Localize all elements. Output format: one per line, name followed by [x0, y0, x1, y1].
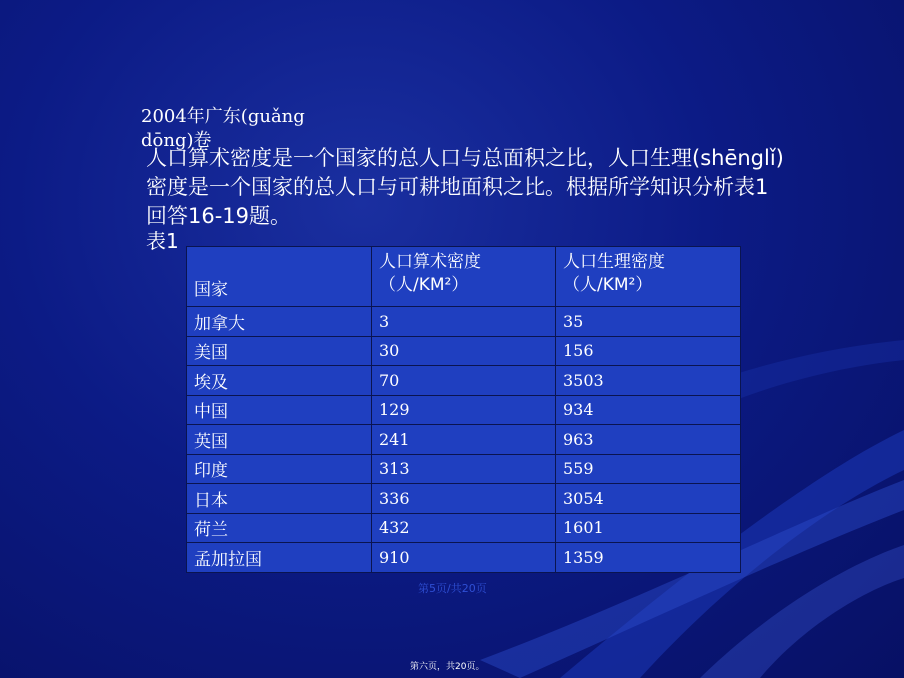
- country-cell: 荷兰: [187, 513, 372, 543]
- page-number: 第5页/共20页: [418, 582, 487, 595]
- country-cell: 英国: [187, 425, 372, 455]
- exam-source: 2004年广东(guǎng dōng)卷: [141, 106, 305, 151]
- table-header-cell: 国家: [187, 247, 372, 307]
- table-row: [187, 425, 741, 455]
- country-cell: 加拿大: [187, 307, 372, 337]
- physiological-density-cell: 934: [556, 395, 741, 425]
- intro-paragraph: 人口算术密度是一个国家的总人口与总面积之比，人口生理(shēnglǐ)密度是一个国家的总人口与可耕地面积之比。根据所学知识分析表1回答16-19题。: [146, 146, 784, 228]
- table-row: [187, 484, 741, 514]
- arithmetic-density-cell: 129: [372, 395, 556, 425]
- country-cell: 印度: [187, 454, 372, 484]
- physiological-density-cell: 156: [556, 336, 741, 366]
- country-cell: 日本: [187, 484, 372, 514]
- table-row: [187, 543, 741, 573]
- table-header-cell: 人口算术密度（人/KM²）: [372, 247, 556, 307]
- physiological-density-cell: 1601: [556, 513, 741, 543]
- physiological-density-cell: 3054: [556, 484, 741, 514]
- table-label: 表1: [146, 229, 179, 253]
- density-table: [186, 246, 741, 573]
- physiological-density-cell: 3503: [556, 366, 741, 396]
- arithmetic-density-cell: 3: [372, 307, 556, 337]
- table-row: [187, 307, 741, 337]
- footer: 第六页，共20页。: [410, 662, 485, 672]
- arithmetic-density-cell: 313: [372, 454, 556, 484]
- country-cell: 埃及: [187, 366, 372, 396]
- arithmetic-density-cell: 432: [372, 513, 556, 543]
- arithmetic-density-cell: 910: [372, 543, 556, 573]
- table-row: [187, 454, 741, 484]
- physiological-density-cell: 559: [556, 454, 741, 484]
- arithmetic-density-cell: 70: [372, 366, 556, 396]
- table-header-cell: 人口生理密度（人/KM²）: [556, 247, 741, 307]
- table-row: [187, 513, 741, 543]
- physiological-density-cell: 35: [556, 307, 741, 337]
- arithmetic-density-cell: 241: [372, 425, 556, 455]
- country-cell: 孟加拉国: [187, 543, 372, 573]
- table-row: [187, 366, 741, 396]
- table-row: [187, 336, 741, 366]
- table-row: [187, 395, 741, 425]
- arithmetic-density-cell: 336: [372, 484, 556, 514]
- arithmetic-density-cell: 30: [372, 336, 556, 366]
- country-cell: 中国: [187, 395, 372, 425]
- physiological-density-cell: 963: [556, 425, 741, 455]
- physiological-density-cell: 1359: [556, 543, 741, 573]
- country-cell: 美国: [187, 336, 372, 366]
- table-header-row: [187, 247, 741, 307]
